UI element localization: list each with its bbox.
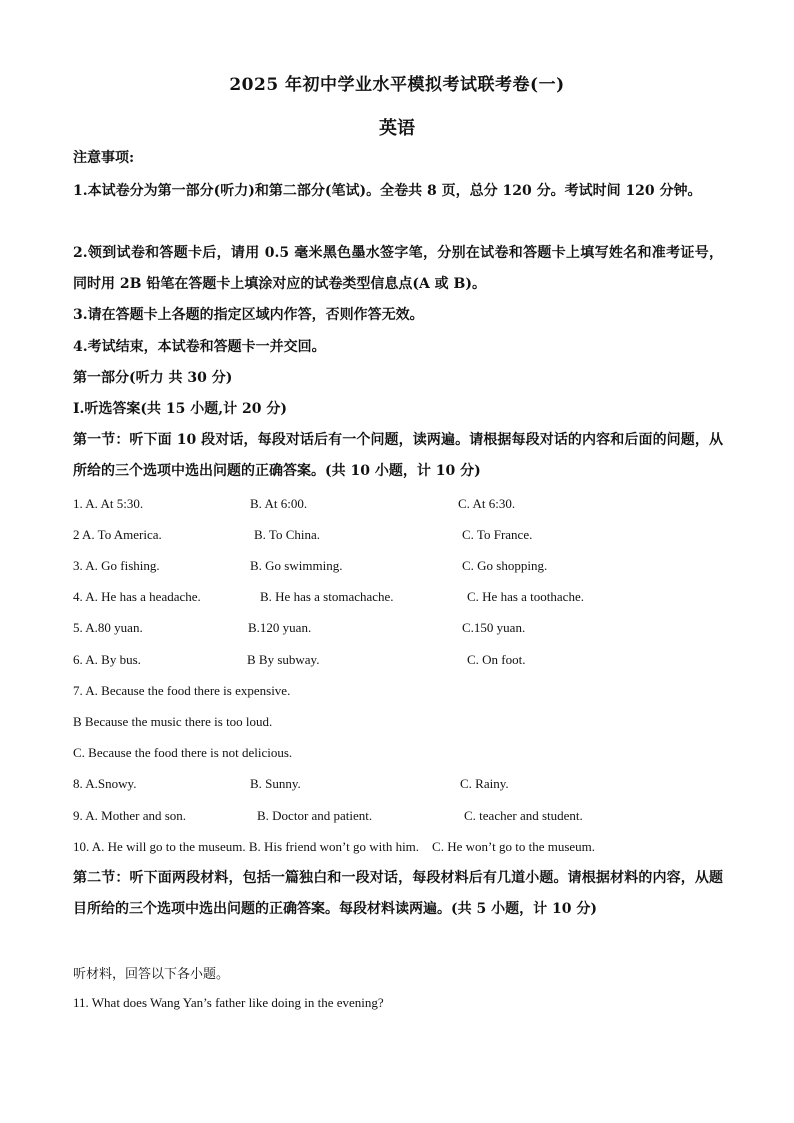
q2-option-c: C. To France. [462, 527, 533, 542]
q3-option-a: 3. A. Go fishing. [73, 558, 160, 573]
q11-question: 11. What does Wang Yan’s father like doing in the evening? [73, 995, 384, 1010]
part1-heading: 第一部分(听力 共 30 分) [73, 370, 233, 386]
q9-option-a: 9. A. Mother and son. [73, 808, 187, 823]
note-item-3: 3.请在答题卡上各题的指定区域内作答，否则作答无效。 [73, 307, 424, 323]
q6-option-a: 6. A. By bus. [73, 652, 141, 667]
section1-intro: 第一节：听下面 10 段对话，每段对话后有一个问题，读两遍。请根据每段对话的内容和后面的问题，从所给的三个选项中选出问题的正确答案。(共 10 小题，计 10 分) [73, 432, 723, 479]
q8-option-b: B. Sunny. [250, 776, 301, 791]
q5-option-c: C.150 yuan. [462, 620, 526, 635]
note-item-2: 2.领到试卷和答题卡后，请用 0.5 毫米黑色墨水签字笔，分别在试卷和答题卡上填写姓名和准考证号，同时用 2B 铅笔在答题卡上填涂对应的试卷类型信息点(A 或 B)。 [73, 245, 723, 292]
listen-prompt: 听材料，回答以下各小题。 [73, 967, 230, 982]
q2-option-a: 2 A. To America. [73, 527, 162, 542]
note-item-4: 4.考试结束，本试卷和答题卡一并交回。 [73, 339, 326, 355]
q7-option-b: B Because the music there is too loud. [73, 714, 273, 729]
q8-option-c: C. Rainy. [460, 776, 509, 791]
q1-option-b: B. At 6:00. [250, 496, 308, 511]
q3-option-c: C. Go shopping. [462, 558, 548, 573]
note-item-1: 1.本试卷分为第一部分(听力)和第二部分(笔试)。全卷共 8 页，总分 120 分。考试时间 120 分钟。 [73, 183, 702, 199]
q8-option-a: 8. A.Snowy. [73, 776, 137, 791]
exam-title: 2025 年初中学业水平模拟考试联考卷(一) [229, 75, 565, 95]
q5-option-b: B.120 yuan. [248, 620, 312, 635]
q1-option-c: C. At 6:30. [458, 496, 516, 511]
section2-intro: 第二节：听下面两段材料，包括一篇独白和一段对话，每段材料后有几道小题。请根据材料的内容，从题目所给的三个选项中选出问题的正确答案。每段材料读两遍。(共 5 小题，计 10 分) [73, 870, 723, 917]
subject-title: 英语 [379, 118, 415, 139]
q7-option-c: C. Because the food there is not delicious. [73, 745, 293, 760]
section1-title: Ⅰ.听选答案(共 15 小题,计 20 分) [73, 401, 288, 417]
q7-option-a: 7. A. Because the food there is expensive. [73, 683, 291, 698]
q9-option-c: C. teacher and student. [464, 808, 583, 823]
q4-option-b: B. He has a stomachache. [260, 589, 394, 604]
q6-option-b: B By subway. [247, 652, 320, 667]
q2-option-b: B. To China. [254, 527, 321, 542]
notes-heading: 注意事项: [73, 150, 135, 166]
q3-option-b: B. Go swimming. [250, 558, 343, 573]
q4-option-a: 4. A. He has a headache. [73, 589, 201, 604]
q9-option-b: B. Doctor and patient. [257, 808, 373, 823]
q6-option-c: C. On foot. [467, 652, 526, 667]
q4-option-c: C. He has a toothache. [467, 589, 584, 604]
q5-option-a: 5. A.80 yuan. [73, 620, 143, 635]
q1-option-a: 1. A. At 5:30. [73, 496, 144, 511]
q10-options: 10. A. He will go to the museum. B. His friend won’t go with him. C. He won’t go to the museum. [73, 839, 596, 854]
